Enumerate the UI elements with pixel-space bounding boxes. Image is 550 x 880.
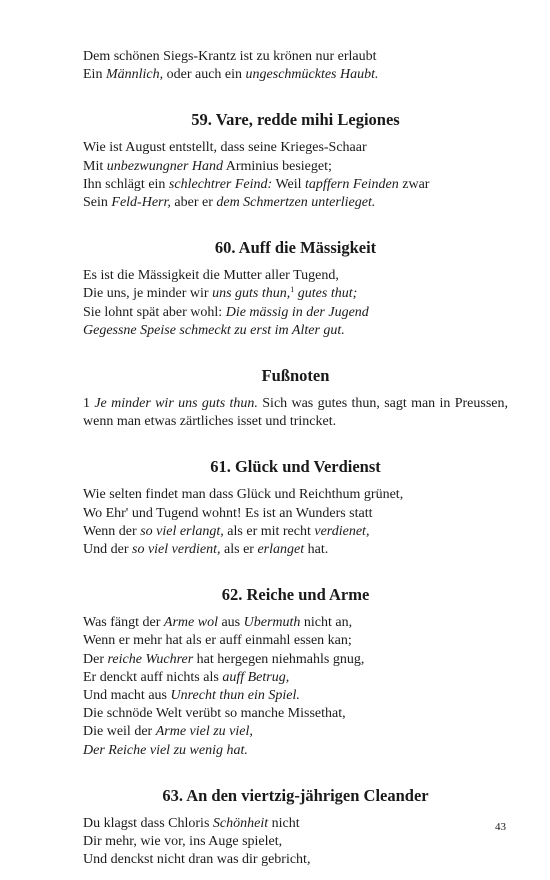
text-run: Und der [83,542,132,558]
text-run: Weil [272,176,306,192]
footnote-text [83,395,508,431]
text-run: Mit [83,158,107,174]
italic-text: reiche Wuchrer [107,651,194,667]
text-run: aus [217,615,244,631]
italic-text: Die mässig in der Jugend [225,304,369,320]
text-run: Wenn der [83,523,141,539]
verse-line [83,523,508,541]
verse-line [83,815,508,833]
verse-line [83,614,508,632]
page-number: 43 [495,821,506,833]
italic-text: Arme wol [163,615,218,631]
section-title: 59. Vare, redde mihi Legiones [191,110,400,130]
text-run: nicht [268,815,300,831]
poem-section [83,786,508,870]
poem-body [83,267,508,340]
italic-text: Je minder wir uns guts thun. [94,396,258,412]
verse-line [83,687,508,705]
text-run: Und macht aus [83,688,171,704]
italic-text: auff Betrug, [222,669,290,685]
text-run: Sein [83,195,112,211]
text-run: Wo Ehr' und Tugend wohnt! Es ist an Wunders statt [83,505,373,521]
text-run: Ein [83,67,106,83]
italic-text: Ubermuth [243,615,301,631]
text-run: Der [83,651,108,667]
poem-section [83,457,508,559]
verse-line [83,158,508,176]
text-run: Die uns, je minder wir [83,286,213,302]
section-title: 60. Auff die Mässigkeit [214,238,377,258]
text-run: Sich was gutes thun, sagt man in Preussen, wenn man etwas zärtliches isset und trincket. [83,396,509,430]
text-run: Sie lohnt spät aber wohl: [83,304,226,320]
text-run: Er denckt auff nichts als [83,669,223,685]
text-run: Die schnöde Welt verübt so manche Missethat, [83,706,346,722]
italic-text: gutes thut; [297,286,358,302]
verse-line [83,194,508,212]
poem-body [83,486,508,559]
footnote-marker: 1 [290,285,295,295]
poem-section [83,238,508,340]
italic-text: Unrecht thun ein Spiel. [170,688,300,704]
text-run: Arminius besieget; [223,158,332,174]
verse-fragment [83,48,508,84]
italic-text: uns guts thun, [212,286,291,302]
italic-text: Männlich, [105,67,164,83]
italic-text: tapffern Feinden [305,176,399,192]
verse-line [83,505,508,523]
italic-text: Schönheit [212,815,269,831]
text-run: Wie ist August entstellt, dass seine Krieges-Schaar [83,140,367,156]
italic-text: Arme viel zu viel, [155,724,253,740]
text-run: Ihn schlägt ein [83,176,169,192]
verse-line [83,851,508,869]
poem-body [83,614,508,760]
text-run: nicht an, [300,615,353,631]
text-run: oder auch ein [163,67,246,83]
text-run: als er [220,542,258,558]
section-title: 63. An den viertzig-jährigen Cleander [162,785,429,805]
section-title: Fußnoten [261,366,330,386]
text-run: hat hergegen niehmahls gnug, [193,651,365,667]
italic-text: Feld-Herr, [111,195,171,211]
verse-line [83,176,508,194]
italic-text: unbezwungner Hand [106,158,224,174]
text-run: Was fängt der [83,615,164,631]
italic-text: so viel erlangt, [140,523,224,539]
text-run: Es ist die Mässigkeit die Mutter aller Tugend, [83,268,339,284]
italic-text: verdienet, [314,523,370,539]
poem-section [83,585,508,760]
text-run: aber er [170,195,217,211]
text-run: Wenn er mehr hat als er auff einmahl essen kan; [83,633,352,649]
verse-line [83,669,508,687]
section-title: 61. Glück und Verdienst [210,457,381,477]
poem-section [83,366,508,431]
text-run: Und denckst nicht dran was dir gebricht, [83,852,311,868]
verse-line [83,48,508,66]
verse-line [83,486,508,504]
poem-section [83,110,508,212]
italic-text: ungeschmücktes Haubt. [245,67,379,83]
verse-line [83,833,508,851]
verse-line [83,705,508,723]
verse-line [83,304,508,322]
italic-text: Der Reiche viel zu wenig hat. [83,742,248,758]
text-run: Dir mehr, wie vor, ins Auge spielet, [83,834,283,850]
poem-body [83,139,508,212]
verse-line [83,742,508,760]
poem-list [83,110,508,869]
text-run: hat. [304,542,329,558]
verse-line [83,267,508,285]
italic-text: erlanget [257,542,305,558]
text-run: Du klagst dass Chloris [83,815,213,831]
italic-text: Gegessne Speise schmeckt zu erst im Alter gut. [83,322,345,338]
verse-line [83,139,508,157]
verse-line [83,723,508,741]
page-body [83,48,508,869]
italic-text: dem Schmertzen unterlieget. [216,195,376,211]
text-run: 1 [83,396,95,412]
section-title: 62. Reiche und Arme [221,585,370,605]
poem-body [83,815,508,870]
verse-line [83,285,508,303]
text-run: Dem schönen Siegs-Krantz ist zu krönen nur erlaubt [83,49,377,64]
text-run: Wie selten findet man dass Glück und Reichthum grünet, [83,487,404,503]
italic-text: so viel verdient, [132,542,221,558]
verse-line [83,632,508,650]
verse-line [83,541,508,559]
verse-line [83,651,508,669]
text-run: Die weil der [83,724,156,740]
text-run: als er mit recht [223,523,315,539]
verse-line [83,322,508,340]
text-run: zwar [398,176,430,192]
italic-text: schlechtrer Feind: [168,176,273,192]
verse-line [83,66,508,84]
